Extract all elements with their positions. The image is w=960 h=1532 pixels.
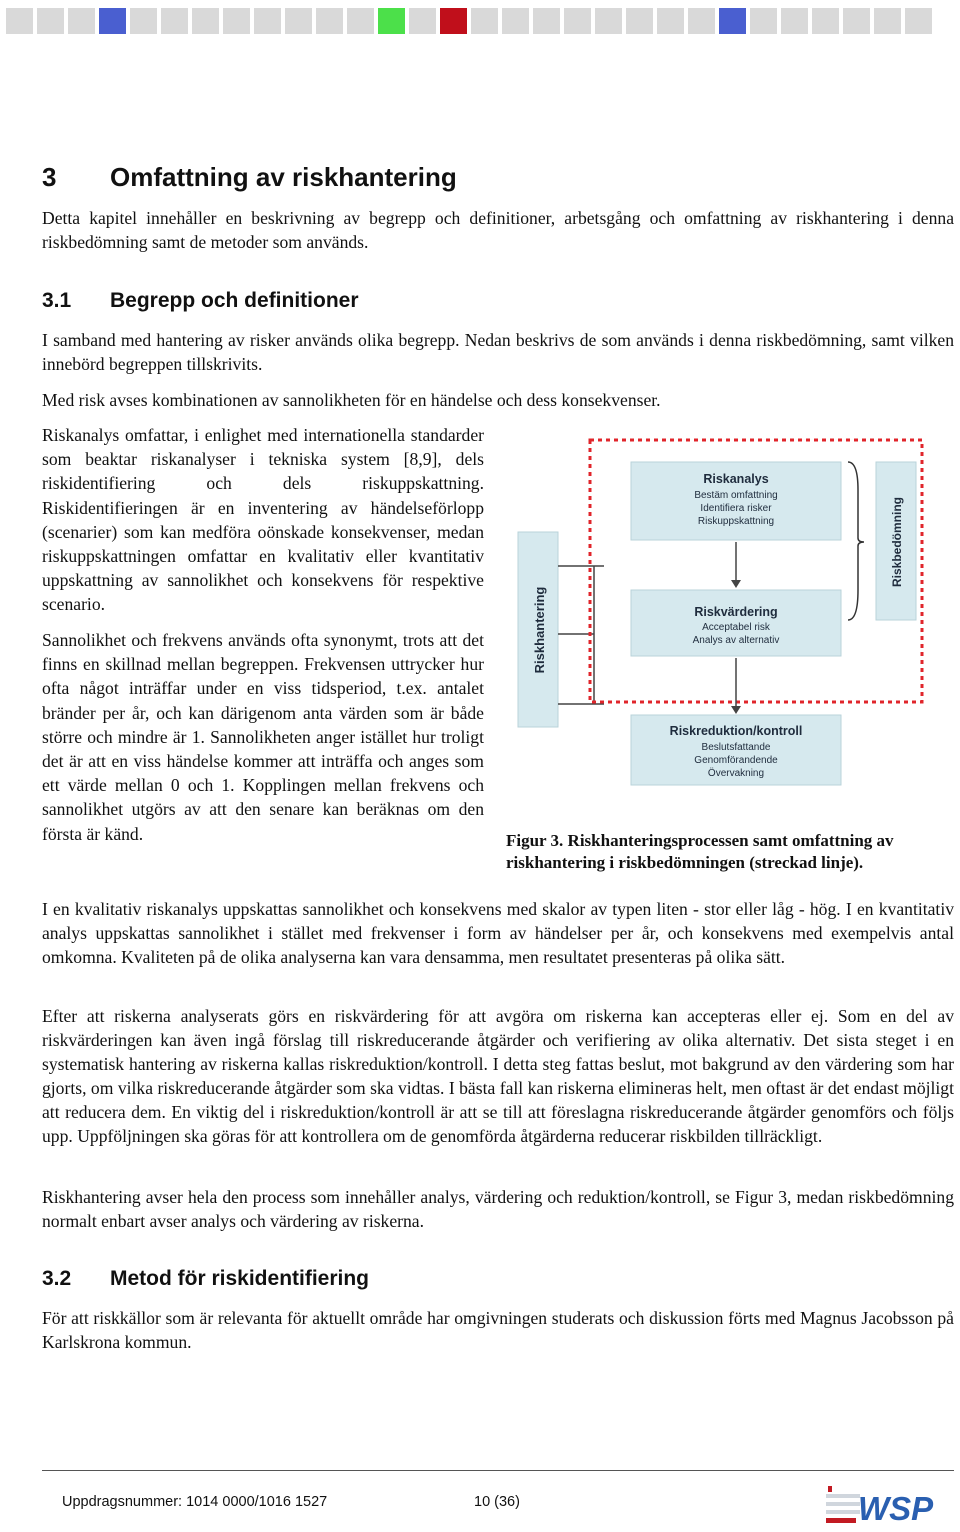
color-swatch [564, 8, 591, 34]
color-swatch [316, 8, 343, 34]
color-swatch [161, 8, 188, 34]
section-3-intro: Detta kapitel innehåller en beskrivning av begrepp och definitioner, arbetsgång och omfattning av riskhantering i denna riskbedömning samt de metoder som används. [42, 208, 954, 252]
riskreduktion-line-1: Beslutsfattande [701, 742, 771, 753]
riskanalys-line-1: Bestäm omfattning [694, 490, 778, 501]
section-3-heading: 3 Omfattning av riskhantering [42, 162, 457, 192]
footer-divider [42, 1470, 954, 1471]
color-swatch [533, 8, 560, 34]
color-swatch [688, 8, 715, 34]
color-swatch [37, 8, 64, 34]
left-connector-lines [558, 566, 604, 704]
riskanalys-title: Riskanalys [703, 472, 769, 486]
riskreduktion-title: Riskreduktion/kontroll [669, 724, 803, 738]
order-number: Uppdragsnummer: 1014 0000/1016 1527 [62, 1494, 328, 1510]
color-swatch [595, 8, 622, 34]
right-brace [848, 462, 864, 620]
riskvardering-title: Riskvärdering [694, 605, 778, 619]
color-swatch [905, 8, 932, 34]
color-swatch [347, 8, 374, 34]
color-swatch [812, 8, 839, 34]
color-swatch [130, 8, 157, 34]
color-swatch [223, 8, 250, 34]
riskreduktion-line-2: Genomförandende [694, 755, 778, 766]
color-swatch [502, 8, 529, 34]
riskanalys-line-2: Identifiera risker [700, 503, 772, 514]
color-swatch [378, 8, 405, 34]
riskvardering-line-1: Acceptabel risk [702, 622, 770, 633]
paragraph-kvalitativ: I en kvalitativ riskanalys uppskattas sannolikhet och konsekvens med skalor av typen liten - stor eller låg - hög. I en kvantitativ analys uppskattas sannolikhet i stället med frekvenser i form av händelser per år, och konsekvens med exempelvis antal omkomna. Kvaliteten på de olika analyserna kan vara densamma, men resultatet presenteras på olika sätt. [42, 899, 954, 967]
paragraph-riskvardering: Efter att riskerna analyserats görs en riskvärdering för att avgöra om riskerna kan accepteras eller ej. Som en del av riskvärderingen kan även ingå förslag till riskreducerande åtgärder och verifiering av olika alternativ. Det sista steget i en systematisk hantering av riskerna kallas riskreduktion/kontroll. I detta steg fattas beslut, mot bakgrund av den värdering som har gjorts, om vilka riskreducerande åtgärder som ska vidtas. I bästa fall kan riskerna elimineras helt, men oftast är det endast möjligt att reducera dem. En viktig del i riskreduktion/kontroll är att se till att föreslagna riskreducerande åtgärder genomförs och följs upp. Uppföljningen ska göras för att kontrollera om de genomförda åtgärderna reducerar riskbilden tillräckligt. [42, 1006, 954, 1146]
color-swatch [781, 8, 808, 34]
color-swatch [750, 8, 777, 34]
color-swatch [843, 8, 870, 34]
color-swatch [6, 8, 33, 34]
figure-caption: Figur 3. Riskhanteringsprocessen samt omfattning av riskhantering i riskbedömningen (streckad linje). [506, 831, 894, 872]
color-swatch [626, 8, 653, 34]
riskbedomning-label: Riskbedömning [890, 496, 904, 588]
color-swatch [68, 8, 95, 34]
risk-management-diagram [506, 420, 936, 805]
wsp-logo [822, 1484, 956, 1528]
paragraph-riskhantering: Riskhantering avser hela den process som innehåller analys, värdering och reduktion/kontroll, se Figur 3, medan riskbedömning normalt enbart avser analys och värdering av riskerna. [42, 1187, 954, 1231]
color-swatch [409, 8, 436, 34]
color-calibration-bar [6, 8, 936, 34]
color-swatch [99, 8, 126, 34]
color-swatch [471, 8, 498, 34]
color-swatch [285, 8, 312, 34]
color-swatch [874, 8, 901, 34]
riskhantering-label: Riskhantering [532, 586, 547, 674]
paragraph-begrepp: I samband med hantering av risker används olika begrepp. Nedan beskrivs de som används i denna riskbedömning, samt vilken innebörd begreppen tillskrivits. [42, 330, 954, 374]
color-swatch [254, 8, 281, 34]
color-swatch [719, 8, 746, 34]
section-3-2-heading: 3.2 Metod för riskidentifiering [42, 1267, 370, 1290]
paragraph-risk-definition: Med risk avses kombinationen av sannolikheten för en händelse och dess konsekvenser. [42, 390, 661, 410]
paragraph-metod: För att riskkällor som är relevanta för aktuellt område har omgivningen studerats och diskussion förts med Magnus Jacobsson på Karlskrona kommun. [42, 1308, 954, 1352]
riskvardering-line-2: Analys av alternativ [692, 635, 780, 646]
riskanalys-line-3: Riskuppskattning [697, 516, 775, 527]
section-3-1-heading: 3.1 Begrepp och definitioner [42, 289, 359, 312]
wsp-logo-text: WSP [858, 1490, 934, 1527]
color-swatch [657, 8, 684, 34]
paragraph-sannolikhet: Sannolikhet och frekvens används ofta synonymt, trots att det finns en skillnad mellan begreppen. Frekvensen uttrycker hur ofta något inträffar under en viss tidsperiod, t.ex. antalet bränder per år, och kan därigenom anta värden som är både större och mindre är 1. Sannolikheten anger istället hur troligt det är att en viss händelse kommer att inträffa och anges som ett värde mellan 0 och 1. Kopplingen mellan frekvens och sannolikhet utgörs av att den senare kan beräknas om den första är känd. [42, 630, 484, 844]
riskreduktion-line-3: Övervakning [707, 768, 765, 779]
color-swatch [192, 8, 219, 34]
paragraph-riskanalys: Riskanalys omfattar, i enlighet med internationella standarder som beaktar riskanalyser i tekniska system [8,9], dels riskidentifiering och dels riskuppskattning. Riskidentifieringen är en inventering av händelseförlopp (scenarier) som kan medföra oönskade konsekvenser, medan riskuppskattningen omfattar en kvalitativ eller kvantitativ uppskattning av sannolikhet och konsekvens för respektive scenario. [42, 425, 484, 615]
page-number: 10 (36) [474, 1494, 520, 1510]
color-swatch [440, 8, 467, 34]
